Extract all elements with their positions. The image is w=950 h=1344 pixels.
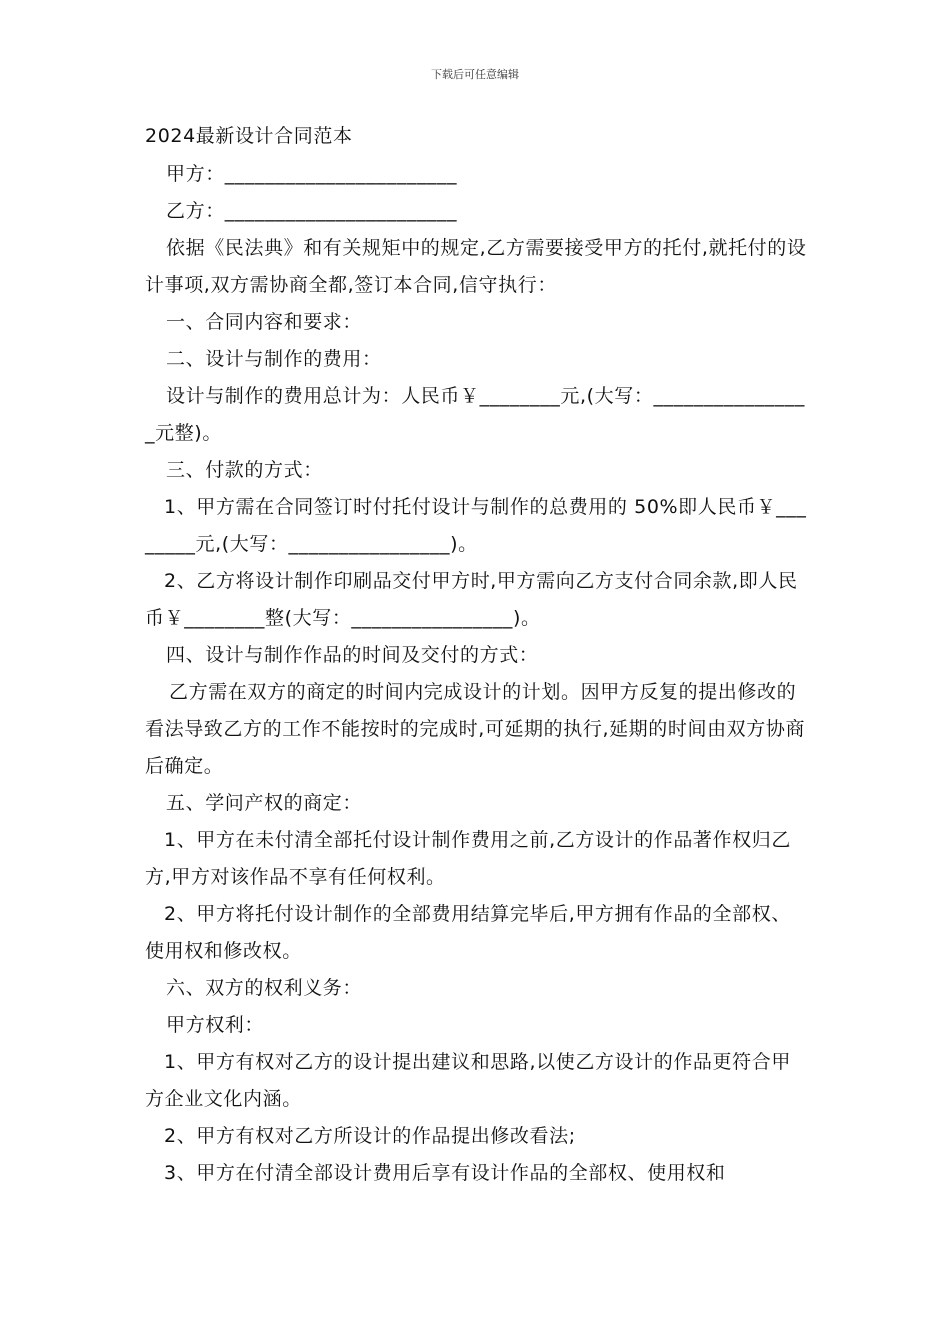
party-a-rights-heading: 甲方权利： [166,1014,265,1036]
party-a-right-2: 2、甲方有权对乙方所设计的作品提出修改看法; [164,1125,576,1147]
section-heading-2: 二、设计与制作的费用： [166,348,382,370]
ip-clause-1: 1、甲方在未付清全部托付设计制作费用之前,乙方设计的作品著作权归乙方,甲方对该作品不享有任何权利。 [145,829,791,888]
party-a-right-3: 3、甲方在付清全部设计费用后享有设计作品的全部权、使用权和 [164,1162,726,1184]
party-b-line: 乙方：_______________________ [166,200,458,222]
fee-total-paragraph: 设计与制作的费用总计为：人民币￥________元,(大写：________________元整)。 [145,385,805,444]
party-a-line: 甲方：_______________________ [166,163,458,185]
section-heading-3: 三、付款的方式： [166,459,323,481]
payment-clause-1: 1、甲方需在合同签订时付托付设计与制作的总费用的 50%即人民币￥________元,(大写：________________)。 [145,496,807,555]
section-heading-5: 五、学问产权的商定： [166,792,363,814]
document-title: 2024最新设计合同范本 [145,125,353,147]
page-header-note: 下载后可任意编辑 [431,68,519,81]
delivery-paragraph: 乙方需在双方的商定的时间内完成设计的计划。因甲方反复的提出修改的看法导致乙方的工作不能按时的完成时,可延期的执行,延期的时间由双方协商后确定。 [145,681,806,777]
section-heading-4: 四、设计与制作作品的时间及交付的方式： [166,644,539,666]
ip-clause-2: 2、甲方将托付设计制作的全部费用结算完毕后,甲方拥有作品的全部权、使用权和修改权。 [145,903,791,962]
party-a-right-1: 1、甲方有权对乙方的设计提出建议和思路,以使乙方设计的作品更符合甲方企业文化内涵。 [145,1051,791,1110]
section-heading-6: 六、双方的权利义务： [166,977,363,999]
document-body [145,118,810,1192]
section-heading-1: 一、合同内容和要求： [166,311,363,333]
payment-clause-2: 2、乙方将设计制作印刷品交付甲方时,甲方需向乙方支付合同余款,即人民币￥________整(大写：________________)。 [145,570,798,629]
preamble-paragraph: 依据《民法典》和有关规矩中的规定,乙方需要接受甲方的托付,就托付的设计事项,双方需协商全都,签订本合同,信守执行： [145,237,807,296]
